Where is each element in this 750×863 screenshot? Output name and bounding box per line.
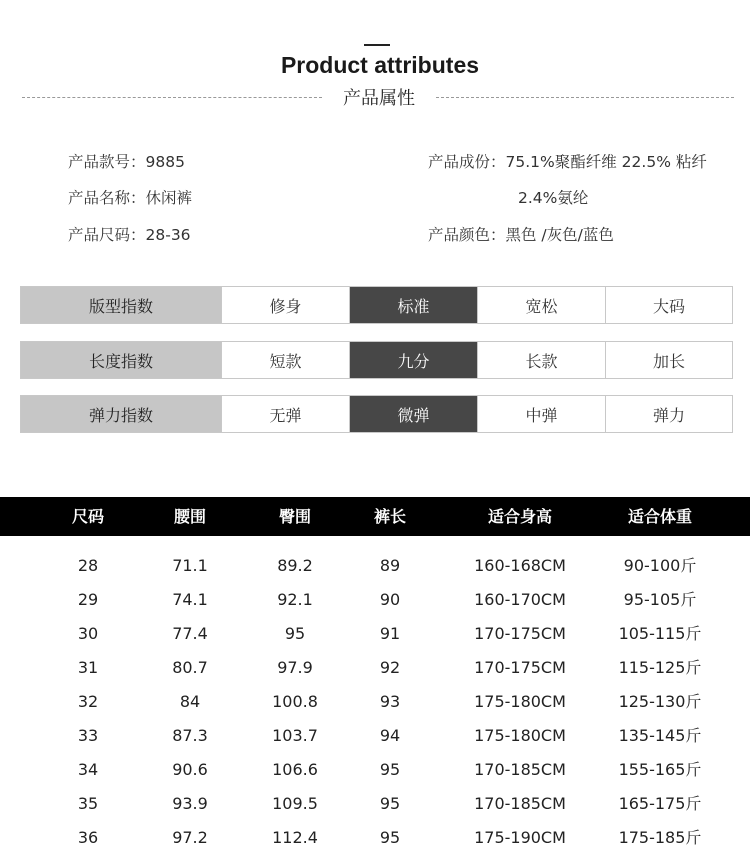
cell-size: 30: [77, 624, 99, 643]
cell-waist: 74.1: [172, 590, 208, 609]
table-row: [0, 583, 750, 617]
cell-size: 28: [77, 556, 99, 575]
cell-size: 35: [77, 794, 99, 813]
composition-line2: 2.4%氨纶: [518, 189, 589, 207]
index-option: 修身: [221, 287, 349, 323]
table-row: [0, 821, 750, 855]
index-label: 弹力指数: [21, 396, 221, 432]
cell-weight: 90-100斤: [623, 556, 697, 575]
composition-label: 产品成份：: [428, 153, 506, 171]
cell-waist: 87.3: [172, 726, 208, 745]
cell-size: 31: [77, 658, 99, 677]
index-row-fit: [20, 286, 733, 324]
page-subtitle: 产品属性: [343, 88, 415, 109]
index-option: 加长: [605, 342, 732, 378]
index-option: 短款: [221, 342, 349, 378]
dotted-divider-right: [436, 97, 734, 98]
cell-height: 170-175CM: [474, 658, 566, 677]
cell-waist: 71.1: [172, 556, 208, 575]
cell-weight: 165-175斤: [618, 794, 702, 813]
cell-length: 91: [379, 624, 401, 643]
cell-length: 94: [379, 726, 401, 745]
cell-height: 175-190CM: [474, 828, 566, 847]
cell-height: 175-180CM: [474, 726, 566, 745]
cell-weight: 105-115斤: [618, 624, 702, 643]
index-label: 版型指数: [21, 287, 221, 323]
table-row: [0, 549, 750, 583]
size-table-header: [0, 497, 750, 536]
cell-weight: 125-130斤: [618, 692, 702, 711]
cell-hip: 100.8: [272, 692, 318, 711]
cell-weight: 115-125斤: [618, 658, 702, 677]
header-weight: 适合体重: [627, 507, 692, 526]
info-color: 产品颜色：黑色 /灰色/蓝色: [428, 226, 614, 244]
cell-waist: 97.2: [172, 828, 208, 847]
cell-size: 32: [77, 692, 99, 711]
cell-length: 89: [379, 556, 401, 575]
info-size: 产品尺码：28-36: [68, 226, 191, 244]
cell-waist: 84: [179, 692, 201, 711]
cell-waist: 90.6: [172, 760, 208, 779]
index-label: 长度指数: [21, 342, 221, 378]
cell-hip: 103.7: [272, 726, 318, 745]
page-title: Product attributes: [280, 52, 480, 78]
index-row-stretch: [20, 395, 733, 433]
info-name: 产品名称：休闲裤: [68, 189, 193, 207]
index-option: 长款: [477, 342, 605, 378]
header-size: 尺码: [71, 507, 104, 526]
cell-weight: 95-105斤: [623, 590, 697, 609]
cell-hip: 89.2: [277, 556, 313, 575]
cell-hip: 106.6: [272, 760, 318, 779]
cell-length: 90: [379, 590, 401, 609]
cell-size: 33: [77, 726, 99, 745]
cell-weight: 135-145斤: [618, 726, 702, 745]
table-row: [0, 685, 750, 719]
composition-line1: 75.1%聚酯纤维 22.5% 粘纤: [505, 153, 707, 171]
cell-waist: 93.9: [172, 794, 208, 813]
cell-hip: 109.5: [272, 794, 318, 813]
info-style-no: 产品款号：9885: [68, 153, 185, 171]
cell-hip: 92.1: [277, 590, 313, 609]
table-row: [0, 617, 750, 651]
index-option: 无弹: [221, 396, 349, 432]
cell-size: 29: [77, 590, 99, 609]
index-option-selected: 标准: [349, 287, 477, 323]
cell-weight: 155-165斤: [618, 760, 702, 779]
table-row: [0, 719, 750, 753]
title-dash: [364, 44, 390, 46]
cell-length: 95: [379, 794, 401, 813]
cell-height: 170-185CM: [474, 760, 566, 779]
index-option: 宽松: [477, 287, 605, 323]
cell-weight: 175-185斤: [618, 828, 702, 847]
cell-height: 170-185CM: [474, 794, 566, 813]
subtitle-row: [0, 84, 750, 110]
header-height: 适合身高: [487, 507, 552, 526]
index-option-selected: 微弹: [349, 396, 477, 432]
table-row: [0, 787, 750, 821]
dotted-divider-left: [22, 97, 322, 98]
size-table-body: [0, 549, 750, 855]
header-length: 裤长: [373, 507, 406, 526]
cell-length: 92: [379, 658, 401, 677]
cell-waist: 80.7: [172, 658, 208, 677]
cell-height: 160-168CM: [474, 556, 566, 575]
index-option-selected: 九分: [349, 342, 477, 378]
index-row-length: [20, 341, 733, 379]
cell-height: 170-175CM: [474, 624, 566, 643]
cell-waist: 77.4: [172, 624, 208, 643]
header-hip: 臀围: [278, 507, 311, 526]
cell-length: 95: [379, 760, 401, 779]
index-option: 大码: [605, 287, 732, 323]
index-option: 中弹: [477, 396, 605, 432]
cell-height: 175-180CM: [474, 692, 566, 711]
index-option: 弹力: [605, 396, 732, 432]
cell-size: 36: [77, 828, 99, 847]
cell-hip: 95: [284, 624, 306, 643]
header-waist: 腰围: [173, 507, 206, 526]
table-row: [0, 651, 750, 685]
cell-length: 95: [379, 828, 401, 847]
cell-size: 34: [77, 760, 99, 779]
table-row: [0, 753, 750, 787]
cell-hip: 97.9: [277, 658, 313, 677]
cell-height: 160-170CM: [474, 590, 566, 609]
cell-hip: 112.4: [272, 828, 318, 847]
cell-length: 93: [379, 692, 401, 711]
info-composition: [428, 150, 707, 172]
